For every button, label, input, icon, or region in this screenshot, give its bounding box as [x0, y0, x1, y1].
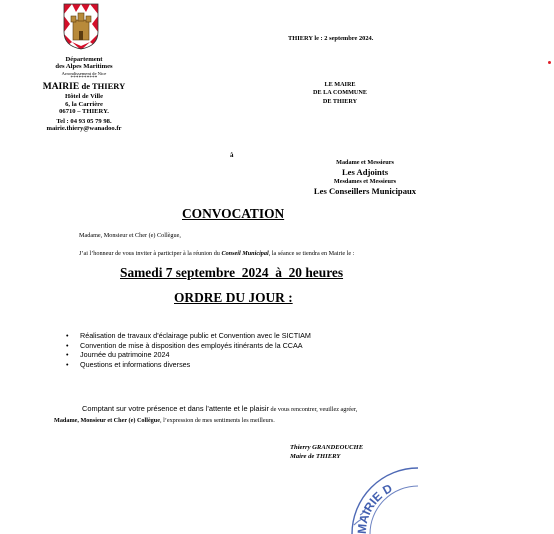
signatory-title: Maire de THIERY [290, 453, 341, 460]
agenda-title: ORDRE DU JOUR : [174, 290, 293, 305]
recipient-line-2: Les Adjoints [341, 166, 389, 177]
sender-line-3: DE THIERY [322, 97, 358, 105]
recipient-prefix: à [230, 151, 234, 159]
sender-line-2: DE LA COMMUNE [313, 89, 367, 97]
arrondissement-label: Arrondissement de Nice [61, 70, 107, 76]
agenda-item: • Réalisation de travaux d’éclairage public et Convention avec le SICTIAM [66, 331, 311, 341]
svg-text:MAIRIE D [355, 481, 395, 534]
recipient-line-1: Madame et Messieurs [336, 159, 394, 166]
separator-stars: ********** [70, 75, 98, 81]
sender-line-1: LE MAIRE [324, 81, 356, 88]
mairie-word: MAIRIE [42, 82, 80, 93]
closing-line-1 [54, 398, 414, 416]
recipient-line-3: Mesdames et Messieurs [333, 178, 397, 186]
hotel-de-ville: Hôtel de Ville [64, 93, 104, 101]
invitation-text-end: , la séance se tiendra en Mairie le : [268, 250, 355, 257]
stamp-text: MAIRIE D [354, 481, 395, 534]
invitation-text-start: J’ai l’honneur de vous inviter à participer à la réunion du [79, 250, 222, 257]
agenda-item: • Convention de mise à disposition des employés itinérants de la CCAA [66, 341, 311, 351]
mairie-town: de THIERY [81, 81, 126, 92]
closing-text-continue: de vous rencontrer, veuillez agréer, [268, 406, 358, 413]
closing-paragraph [54, 398, 414, 424]
street-address: 6, la Carrière [65, 100, 103, 108]
postal-address: 06710 – THIERY. [59, 107, 109, 115]
agenda-item: • Questions et informations diverses [66, 360, 311, 370]
coat-of-arms-logo [62, 2, 100, 50]
mairie-address-block [28, 56, 140, 133]
email-address: mairie.thiery@wanadoo.fr [46, 125, 122, 133]
recipient-block [300, 158, 430, 196]
document-title: CONVOCATION [182, 206, 285, 221]
agenda-item: • Journée du patrimoine 2024 [66, 350, 311, 360]
invitation-council: Conseil Municipal [221, 250, 269, 257]
closing-line-2 [54, 417, 414, 424]
official-stamp [346, 455, 418, 534]
closing-text-start: Comptant sur votre présence et dans l’attente et le plaisir [82, 404, 269, 413]
meeting-date: Samedi 7 septembre 2024 à 20 heures [120, 265, 344, 280]
mairie-name [28, 82, 140, 92]
sender-block [300, 81, 380, 106]
agenda-list [66, 331, 311, 369]
invitation-line [79, 250, 354, 257]
red-dot-marker [548, 61, 551, 64]
department-name: des Alpes Maritimes [55, 63, 113, 71]
department-label: Département [65, 56, 103, 63]
date-line: THIERY le : 2 septembre 2024. [288, 35, 374, 42]
closing-address: Madame, Monsieur et Cher (e) Collègue [54, 417, 160, 424]
recipient-line-4: Les Conseillers Municipaux [313, 185, 417, 196]
salutation: Madame, Monsieur et Cher (e) Collègue, [79, 232, 181, 239]
closing-text-end: , l’expression de mes sentiments les meilleurs. [159, 417, 275, 424]
signatory-name: Thierry GRANDEOUCHE [290, 444, 364, 451]
phone-number: Tel : 04 93 05 79 98. [56, 118, 112, 126]
